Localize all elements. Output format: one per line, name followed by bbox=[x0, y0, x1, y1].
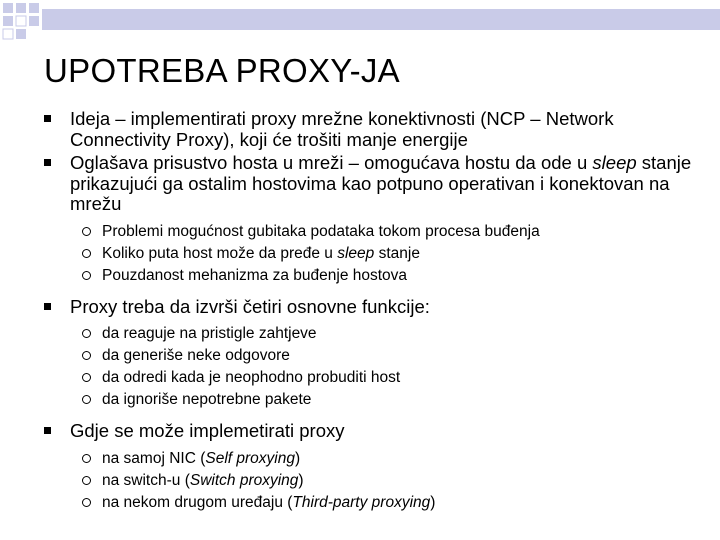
ring-bullet-icon bbox=[82, 454, 91, 463]
ring-bullet-icon bbox=[82, 351, 91, 360]
bullet-item bbox=[44, 153, 694, 215]
sub-text: na switch-u ( bbox=[102, 471, 190, 489]
sub-text: ) bbox=[294, 449, 301, 467]
bullet-item bbox=[44, 421, 694, 442]
ring-bullet-icon bbox=[82, 249, 91, 258]
square-bullet-icon bbox=[44, 303, 51, 310]
sub-text: ) bbox=[430, 493, 436, 511]
sub-item bbox=[44, 265, 694, 287]
bullet-text: stanje prikazujući ga ostalim hostovima kao potpuno operativan i konektovan na mrežu bbox=[70, 152, 692, 214]
bullet-item bbox=[44, 297, 694, 318]
ring-bullet-icon bbox=[82, 498, 91, 507]
sub-list bbox=[44, 323, 694, 411]
sub-text: da generiše neke odgovore bbox=[102, 347, 290, 364]
sub-item bbox=[44, 448, 694, 470]
sub-item bbox=[44, 470, 694, 492]
ring-bullet-icon bbox=[82, 227, 91, 236]
square-bullet-icon bbox=[44, 159, 51, 166]
sub-text: da ignoriše nepotrebne pakete bbox=[102, 391, 312, 408]
sub-emphasis: sleep bbox=[337, 244, 375, 262]
bullet-text: Oglašava prisustvo hosta u mreži – omogućava hostu da ode u bbox=[70, 152, 593, 173]
ring-bullet-icon bbox=[82, 476, 91, 485]
sub-item bbox=[44, 345, 694, 367]
bullet-item bbox=[44, 109, 694, 150]
sub-text: na samoj NIC ( bbox=[102, 449, 206, 467]
sub-text: ) bbox=[298, 471, 304, 489]
sub-item bbox=[44, 243, 694, 265]
sub-emphasis: Self proxying bbox=[205, 449, 295, 467]
sub-emphasis: Third-party proxying bbox=[292, 493, 431, 511]
sub-item bbox=[44, 389, 694, 411]
corner-decoration bbox=[0, 0, 720, 40]
bullet-text: Gdje se može implemetirati proxy bbox=[70, 420, 345, 441]
sub-item bbox=[44, 221, 694, 243]
sub-emphasis: Switch proxying bbox=[189, 471, 299, 489]
ring-bullet-icon bbox=[82, 373, 91, 382]
ring-bullet-icon bbox=[82, 395, 91, 404]
slide-title: UPOTREBA PROXY-JA bbox=[44, 52, 400, 89]
bullet-text: Ideja – implementirati proxy mrežne konektivnosti (NCP – Network Connectivity Proxy), koji će trošiti manje energije bbox=[70, 108, 614, 150]
sub-text: Pouzdanost mehanizma za buđenje hostova bbox=[102, 266, 408, 284]
square-bullet-icon bbox=[44, 115, 51, 122]
sub-list bbox=[44, 448, 694, 514]
sub-item bbox=[44, 367, 694, 389]
ring-bullet-icon bbox=[82, 271, 91, 280]
bullet-emphasis: sleep bbox=[592, 152, 637, 173]
bullet-list bbox=[44, 109, 694, 524]
sub-text: da odredi kada je neophodno probuditi host bbox=[102, 369, 401, 386]
bullet-text: Proxy treba da izvrši četiri osnovne funkcije: bbox=[70, 295, 430, 317]
sub-item bbox=[44, 492, 694, 514]
sub-text: na nekom drugom uređaju ( bbox=[102, 493, 293, 511]
sub-text: da reaguje na pristigle zahtjeve bbox=[102, 325, 317, 342]
sub-text: Problemi mogućnost gubitaka podataka tokom procesa buđenja bbox=[102, 222, 540, 240]
sub-text: Koliko puta host može da pređe u bbox=[102, 244, 338, 262]
sub-item bbox=[44, 323, 694, 345]
ring-bullet-icon bbox=[82, 329, 91, 338]
square-bullet-icon bbox=[44, 427, 51, 434]
sub-list bbox=[44, 221, 694, 287]
sub-text: stanje bbox=[374, 244, 420, 262]
